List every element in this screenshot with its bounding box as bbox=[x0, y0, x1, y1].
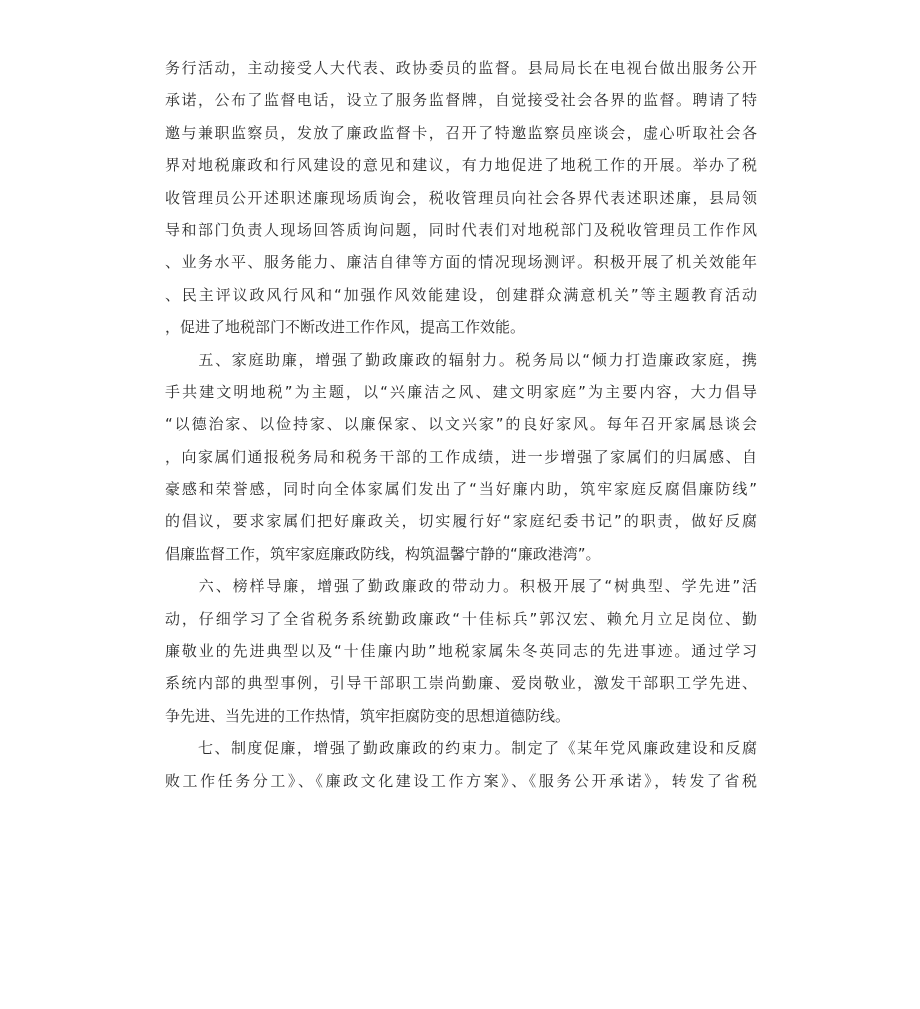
text-line: 七、制度促廉，增强了勤政廉政的约束力。制定了《某年党风廉政建设和反腐 bbox=[165, 739, 757, 758]
text-line: 务行活动，主动接受人大代表、政协委员的监督。县局局长在电视台做出服务公开 bbox=[165, 59, 757, 77]
text-line: 、业务水平、服务能力、廉洁自律等方面的情况现场测评。积极开展了机关效能年 bbox=[165, 253, 757, 272]
text-line: 导和部门负责人现场回答质询问题，同时代表们对地税部门及税收管理员工作作风 bbox=[165, 220, 757, 239]
text-line: 豪感和荣誉感，同时向全体家属们发出了“当好廉内助，筑牢家庭反腐倡廉防线” bbox=[165, 480, 757, 499]
text-line: 动，仔细学习了全省税务系统勤政廉政“十佳标兵”郭汉宏、赖允月立足岗位、勤 bbox=[165, 609, 757, 628]
paragraph-end-line: ，促进了地税部门不断改进工作作风，提高工作效能。 bbox=[165, 318, 526, 337]
text-line: 败工作任务分工》、《廉政文化建设工作方案》、《服务公开承诺》，转发了省税 bbox=[165, 771, 757, 790]
text-line: 收管理员公开述职述廉现场质询会，税收管理员向社会各界代表述职述廉，县局领 bbox=[165, 188, 757, 207]
text-line: “以德治家、以俭持家、以廉保家、以文兴家”的良好家风。每年召开家属恳谈会 bbox=[165, 415, 757, 434]
text-line: 的倡议，要求家属们把好廉政关，切实履行好“家庭纪委书记”的职责，做好反腐 bbox=[165, 512, 757, 531]
text-line: ，向家属们通报税务局和税务干部的工作成绩，进一步增强了家属们的归属感、自 bbox=[165, 447, 757, 466]
text-line: 手共建文明地税”为主题，以“兴廉洁之风、建文明家庭”为主要内容，大力倡导 bbox=[165, 382, 757, 401]
text-line: 系统内部的典型事例，引导干部职工崇尚勤廉、爱岗敬业，激发干部职工学先进、 bbox=[165, 674, 757, 693]
text-line: 廉敬业的先进典型以及“十佳廉内助”地税家属朱冬英同志的先进事迹。通过学习 bbox=[165, 642, 757, 661]
document-body bbox=[165, 52, 757, 797]
text-line: 邀与兼职监察员，发放了廉政监督卡，召开了特邀监察员座谈会，虚心听取社会各 bbox=[165, 123, 757, 142]
text-line: 承诺，公布了监督电话，设立了服务监督牌，自觉接受社会各界的监督。聘请了特 bbox=[165, 91, 757, 110]
text-line: 五、家庭助廉，增强了勤政廉政的辐射力。税务局以“倾力打造廉政家庭，携 bbox=[165, 350, 757, 369]
text-line: 六、榜样导廉，增强了勤政廉政的带动力。积极开展了“树典型、学先进”活 bbox=[165, 577, 757, 596]
paragraph-end-line: 倡廉监督工作，筑牢家庭廉政防线，构筑温馨宁静的“廉政港湾”。 bbox=[165, 544, 601, 563]
text-line: 界对地税廉政和行风建设的意见和建议，有力地促进了地税工作的开展。举办了税 bbox=[165, 156, 757, 175]
text-line: 、民主评议政风行风和“加强作风效能建设，创建群众满意机关”等主题教育活动 bbox=[165, 285, 757, 304]
paragraph-end-line: 争先进、当先进的工作热情，筑牢拒腐防变的思想道德防线。 bbox=[165, 706, 571, 725]
